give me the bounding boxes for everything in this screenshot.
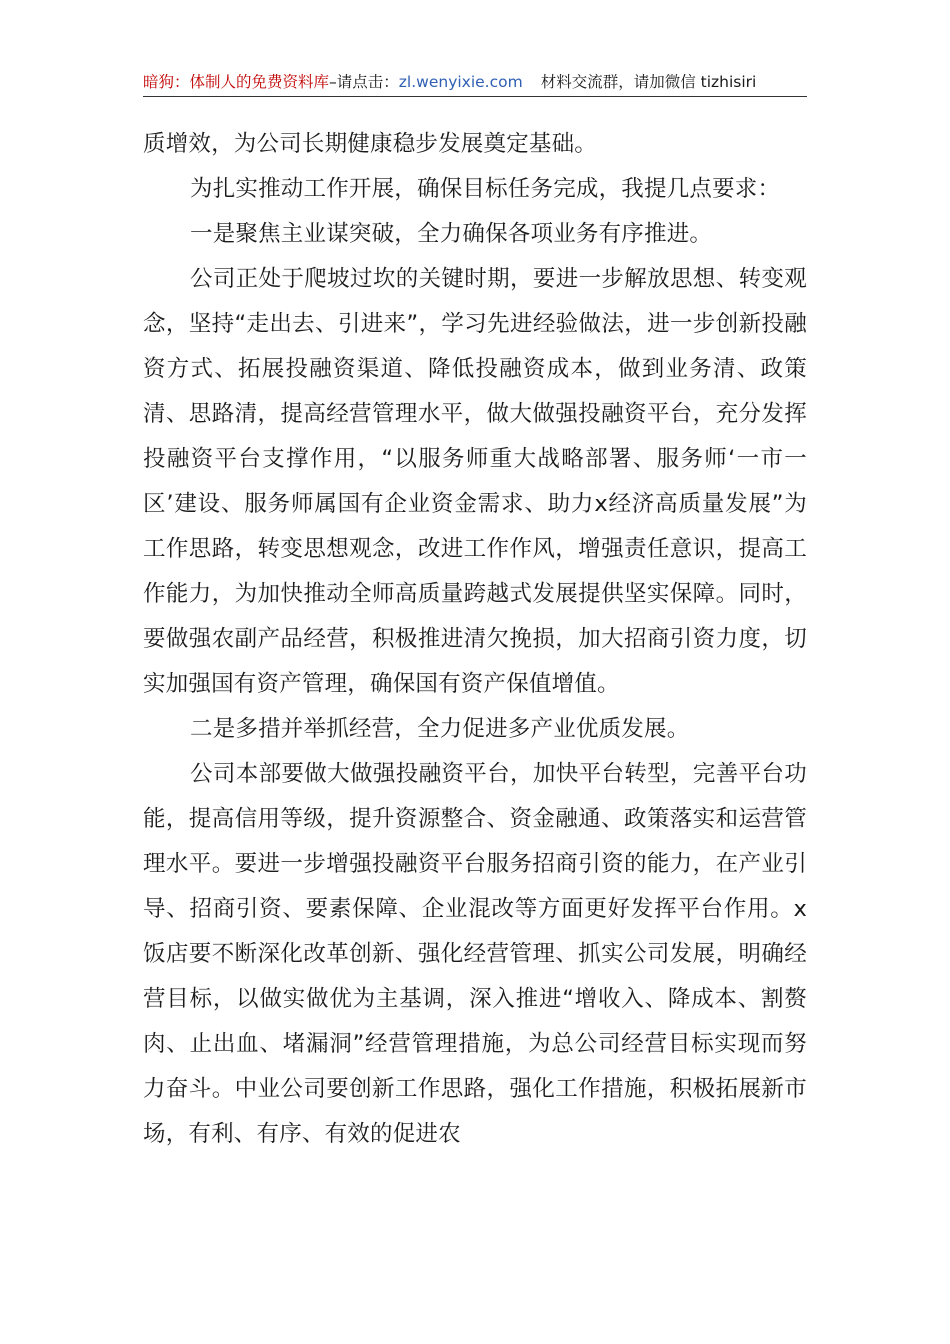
page-header (143, 70, 807, 94)
header-divider (143, 96, 807, 97)
header-link-prefix: –请点击： (329, 73, 399, 91)
header-link[interactable]: zl.wenyixie.com (398, 73, 523, 91)
document-body (143, 122, 807, 1157)
header-wechat-note: 材料交流群，请加微信 tizhisiri (540, 73, 757, 91)
paragraph-continuation: 质增效，为公司长期健康稳步发展奠定基础。 (143, 131, 598, 157)
paragraph-heading-one: 一是聚焦主业谋突破，全力确保各项业务有序推进。 (190, 221, 713, 247)
paragraph-body-two: 公司本部要做大做强投融资平台，加快平台转型，完善平台功能，提高信用等级，提升资源整合、资金融通、政策落实和运营管理水平。要进一步增强投融资平台服务招商引资的能力，在产业引导、招商引资、要素保障、企业混改等方面更好发挥平台作用。x饭店要不断深化改革创新、强化经营管理、抓实公司发展，明确经营目标，以做实做优为主基调，深入推进“增收入、降成本、割赘肉、止出血、堵漏洞”经营管理措施，为总公司经营目标实现而努力奋斗。中业公司要创新工作思路，强化工作措施，积极拓展新市场，有利、有序、有效的促进农 (143, 761, 807, 1147)
paragraph-heading-two: 二是多措并举抓经营，全力促进多产业优质发展。 (190, 716, 690, 742)
paragraph-body-one: 公司正处于爬坡过坎的关键时期，要进一步解放思想、转变观念，坚持“走出去、引进来”，学习先进经验做法，进一步创新投融资方式、拓展投融资渠道、降低投融资成本，做到业务清、政策清、思路清，提高经营管理水平，做大做强投融资平台，充分发挥投融资平台支撑作用，“以服务师重大战略部署、服务师‘一市一区’建设、服务师属国有企业资金需求、助力x经济高质量发展”为工作思路，转变思想观念，改进工作作风，增强责任意识，提高工作能力，为加快推动全师高质量跨越式发展提供坚实保障。同时，要做强农副产品经营，积极推进清欠挽损，加大招商引资力度，切实加强国有资产管理，确保国有资产保值增值。 (143, 266, 807, 697)
header-brand: 暗狗：体制人的免费资料库 (143, 73, 330, 91)
paragraph-intro: 为扎实推动工作开展，确保目标任务完成，我提几点要求： (190, 176, 781, 202)
